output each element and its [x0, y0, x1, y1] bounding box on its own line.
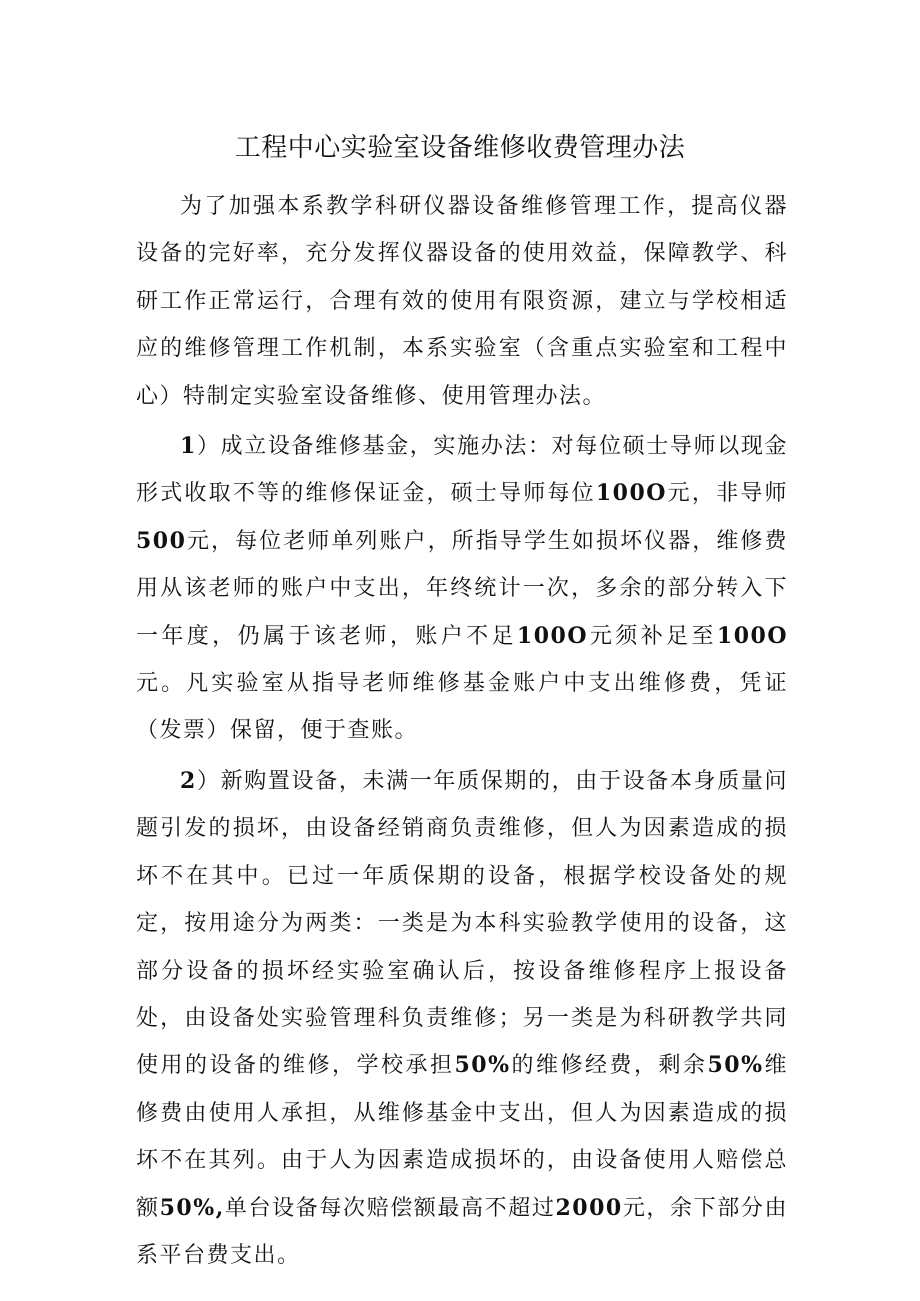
clause-2-text-5: 元，余下部分由系平台费支出。 — [136, 1195, 788, 1268]
top-up-amount: 100O — [716, 622, 788, 649]
clause-1-paragraph — [136, 423, 788, 755]
clause-1-text-2: 元，非导师 — [666, 481, 788, 507]
supervisor-deposit-amount: 100O — [595, 480, 667, 507]
compensation-percent: 50%, — [159, 1194, 225, 1221]
clause-2-paragraph — [136, 758, 788, 1279]
clause-2-text-4: 单台设备每次赔偿额最高不超过 — [224, 1195, 556, 1221]
clause-2-number: 2 — [180, 767, 197, 794]
document-body — [136, 183, 788, 1279]
clause-2-text-1: ）新购置设备，未满一年质保期的，由于设备本身质量问题引发的损坏，由设备经销商负责维修，但人为因素造成的损坏不在其中。已过一年质保期的设备，根据学校设备处的规定，按用途分为两类：一类是为本科实验教学使用的设备，这部分设备的损坏经实验室确认后，按设备维修程序上报设备处，由设备处实验管理科负责维修；另一类是为科研教学共同使用的设备的维修，学校承担 — [136, 768, 788, 1079]
clause-1-number: 1 — [180, 433, 197, 460]
non-supervisor-deposit-amount: 500 — [136, 527, 187, 554]
document-title: 工程中心实验室设备维修收费管理办法 — [234, 133, 686, 164]
intro-paragraph: 为了加强本系教学科研仪器设备维修管理工作，提高仪器设备的完好率，充分发挥仪器设备的使用效益，保障教学、科研工作正常运行，合理有效的使用有限资源，建立与学校相适应的维修管理工作机制，本系实验室（含重点实验室和工程中心）特制定实验室设备维修、使用管理办法。 — [136, 194, 788, 409]
clause-1-text-1: ）成立设备维修基金，实施办法：对每位硕士导师以现金形式收取不等的维修保证金，硕士导师每位 — [136, 434, 788, 507]
max-compensation-amount: 2000 — [555, 1194, 623, 1221]
clause-2-text-2: 的维修经费，剩余 — [510, 1053, 708, 1079]
user-share-percent: 50% — [707, 1052, 764, 1079]
school-share-percent: 50% — [454, 1052, 511, 1079]
clause-1-text-3: 元，每位老师单列账户，所指导学生如损坏仪器，维修费用从该老师的账户中支出，年终统计一次，多余的部分转入下一年度，仍属于该老师，账户不足 — [136, 528, 788, 649]
clause-2-text-3: 维修费由使用人承担，从维修基金中支出，但人为因素造成的损坏不在其列。由于人为因素造成损坏的，由设备使用人赔偿总额 — [136, 1053, 788, 1221]
shortfall-amount: 100O — [516, 622, 589, 649]
clause-1-text-4: 元须补足至 — [588, 623, 717, 649]
clause-1-text-5: 元。凡实验室从指导老师维修基金账户中支出维修费，凭证（发票）保留，便于查账。 — [136, 671, 788, 744]
